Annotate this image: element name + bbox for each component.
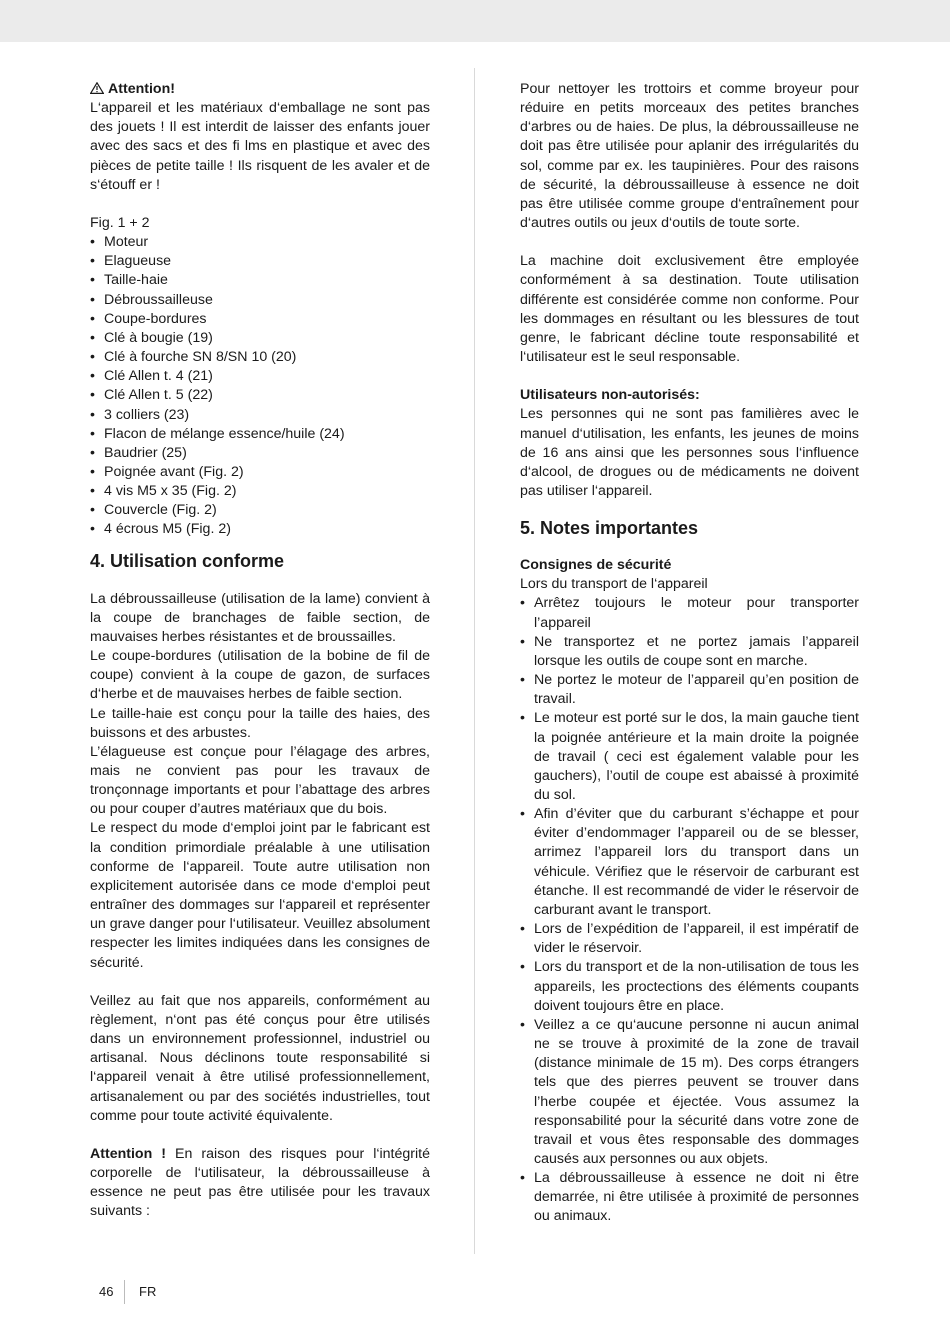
section4-paragraph: Le coupe-bordures (utilisation de la bobine de fil de coupe) convient à la coupe de gazon, de surfaces d‘herbe et de mauvaises herbes de faible section. [90, 648, 430, 703]
list-item: • Veillez a ce qu‘aucune personne ni aucun animal ne se trouve à proximité de la zone de travail (distance minimale de 15 m). Des corps étrangers tels que des pierres peuvent se trouver dans l’herbe coupée et éjectée. Vous assumez la responsabilité pour la sécurité dans votre zone de travail et vous êtes responsable des dommages causés aux personnes ou aux objets. [520, 1016, 859, 1169]
list-item: • La débroussailleuse à essence ne doit ni être demarrée, ni être utilisée à proximité de personnes ou animaux. [520, 1169, 859, 1226]
list-item: • Ne portez le moteur de l’appareil qu’en position de travail. [520, 671, 859, 709]
section5-heading: 5. Notes importantes [520, 518, 699, 539]
section4-paragraph: Veillez au fait que nos appareils, conformément au règlement, n‘ont pas été conçus pour être utilisés dans un environnement professionnel, industriel ou artisanal. Nous déclinons toute responsabilité si l‘appareil venait à être utilisé professionnellement, artisanalement ou par des sociétés industrielles, tout comme pour toute activité équivalente. [90, 992, 430, 1124]
list-item: • Clé à fourche SN 8/SN 10 (20) [90, 348, 430, 367]
attention-text: L‘appareil et les matériaux d‘emballage ne sont pas des jouets ! Il est interdit de laisser des enfants jouer avec des sacs et des fi lms en plastique et avec des pièces de petite taille ! Ils risquent de les avaler et de s‘étouff er ! [90, 100, 430, 193]
list-item: • Clé Allen t. 5 (22) [90, 386, 430, 405]
list-item: • Taille-haie [90, 271, 430, 290]
page-number: 46 [99, 1284, 114, 1299]
attention-title: Attention! [108, 81, 175, 97]
unauthorized-users-heading: Utilisateurs non-autorisés: [520, 387, 700, 404]
section4-heading: 4. Utilisation conforme [90, 550, 285, 571]
list-item: • Lors du transport et de la non-utilisation de tous les appareils, les proctections des éléments coupants doivent toujours être en place. [520, 958, 859, 1015]
list-item: • Clé Allen t. 4 (21) [90, 367, 430, 386]
list-item: • 3 colliers (23) [90, 406, 430, 425]
left-column [90, 80, 430, 1221]
list-item: • Afin d’éviter que du carburant s’échappe et pour éviter d’endommager l’appareil ou de se blesser, arrimez l’appareil lors du transport dans un véhicule. Vérifiez que le réservoir de carburant est étanche. Il est recommandé de vider le réservoir de carburant avant le transport. [520, 805, 859, 920]
language-code: FR [139, 1284, 157, 1299]
list-item: • Poignée avant (Fig. 2) [90, 463, 430, 482]
section4-paragraph: Le respect du mode d‘emploi joint par le fabricant est la condition primordiale préalable à une utilisation conforme de l‘appareil. Toute autre utilisation non explicitement autorisée dans ce mode d‘emploi peut entraîner des dommages sur l‘appareil et représenter un grave danger pour l‘utilisateur. Veuillez absolument respecter les limites indiquées dans les consignes de sécurité. [90, 820, 430, 971]
fig-label: Fig. 1 + 2 [90, 214, 150, 231]
section4-paragraph: Le taille-haie est conçu pour la taille des haies, des buissons et des arbustes. [90, 705, 430, 741]
list-item: • 4 vis M5 x 35 (Fig. 2) [90, 482, 430, 501]
list-item: • Débroussailleuse [90, 291, 430, 310]
list-item: • Arrêtez toujours le moteur pour transporter l’appareil [520, 594, 859, 632]
list-item: • Ne transportez et ne portez jamais l’appareil lorsque les outils de coupe sont en marche. [520, 633, 859, 671]
safety-list [520, 594, 859, 1226]
parts-list [90, 233, 430, 540]
transport-intro: Lors du transport de l‘appareil [520, 576, 708, 593]
top-band [0, 0, 950, 42]
list-item: • Flacon de mélange essence/huile (24) [90, 425, 430, 444]
attention2-paragraph [90, 1145, 430, 1222]
safety-heading: Consignes de sécurité [520, 557, 672, 574]
list-item: • Lors de l’expédition de l’appareil, il est impératif de vider le réservoir. [520, 920, 859, 958]
footer-divider [124, 1280, 125, 1304]
section4-paragraph: La débroussailleuse (utilisation de la lame) convient à la coupe de branchages de faible section, de mauvaises herbes résistantes et de broussailles. [90, 590, 430, 645]
attention2-label: Attention ! [90, 1145, 167, 1162]
list-item: • Coupe-bordures [90, 310, 430, 329]
section4-paragraph: L’élagueuse est conçue pour l’élagage des arbres, mais ne convient pas pour les travaux de tronçonnage importants et pour l’abattage des arbres ou pour couper d’autres matériaux que du bois. [90, 743, 430, 818]
paragraph: La machine doit exclusivement être employée conformément à sa destination. Toute utilisation différente est considérée comme non conforme. Pour les dommages en résultant ou les blessures de tout genre, le fabricant décline toute responsabilité et l‘utilisateur est le seul responsable. [520, 253, 859, 366]
warning-triangle-icon [90, 80, 104, 99]
list-item: • Moteur [90, 233, 430, 252]
paragraph: Pour nettoyer les trottoirs et comme broyeur pour réduire en petits morceaux des petites branches d‘arbres ou de haies. De plus, la débroussailleuse ne doit pas être utilisée pour aplanir des irrégularités du sol, comme par ex. les taupinières. Pour des raisons de sécurité, la débroussailleuse à essence ne doit pas être utilisée comme groupe d‘entraînement pour d‘autres outils ou jeux d‘outils de toute sorte. [520, 81, 859, 232]
attention-heading [90, 80, 430, 99]
unauthorized-users-text: Les personnes qui ne sont pas familières avec le manuel d‘utilisation, les enfants, les jeunes de moins de 16 ans ainsi que les personnes sous l‘influence d‘alcool, de drogues ou de médicaments ne doivent pas utiliser l‘appareil. [520, 406, 859, 499]
list-item: • 4 écrous M5 (Fig. 2) [90, 520, 430, 539]
list-item: • Baudrier (25) [90, 444, 430, 463]
right-column [520, 80, 859, 1227]
list-item: • Clé à bougie (19) [90, 329, 430, 348]
list-item: • Couvercle (Fig. 2) [90, 501, 430, 520]
list-item: • Le moteur est porté sur le dos, la main gauche tient la poignée antérieure et la main droite la poignée de travail ( ceci est également valable pour les gauchers), l’outil de coupe est abaissé à proximité du sol. [520, 709, 859, 805]
attention2-text: En raison des risques pour l‘intégrité corporelle de l‘utilisateur, la débroussailleuse à essence ne peut pas être utilisée pour les travaux suivants : [90, 1145, 430, 1220]
list-item: • Elagueuse [90, 252, 430, 271]
column-divider [474, 68, 475, 1254]
